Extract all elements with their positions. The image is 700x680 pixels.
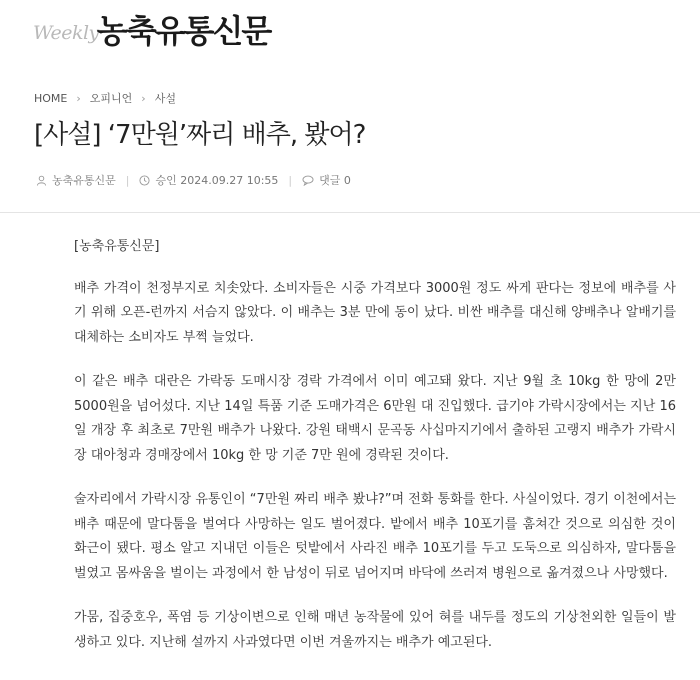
article-paragraph: 술자리에서 가락시장 유통인이 “7만원 짜리 배추 봤냐?”며 전화 통화를 한다. 사실이었다. 경기 이천에서는 배추 때문에 말다툼을 벌여다 사망하는 일도 벌어졌다. 밭에서 배추 10포기를 훔쳐간 것으로 의심한 것이 화근이 됐다. 평소 알고 지내던 이들은 텃밭에서 사라진 배추 10포기를 두고 도둑으로 의심하자, 말다툼을 벌였고 몸싸움을 벌이는 과정에서 한 남성이 뒤로 넘어지며 바닥에 쓰러져 병원으로 옮겨졌으나 사망했다.: [74, 492, 676, 581]
breadcrumb-section[interactable]: 오피니언: [89, 92, 133, 105]
logo-name: 농축유통신문: [96, 12, 271, 50]
article-byline: [농축유통신문]: [74, 239, 160, 254]
breadcrumb-home[interactable]: HOME: [34, 91, 68, 105]
article-paragraph: 가뭄, 집중호우, 폭염 등 기상이변으로 인해 매년 농작물에 있어 혀를 내두를 정도의 기상천외한 일들이 발생하고 있다. 지난해 설까지 사과였다면 이번 겨울까지는 배추가 예고된다.: [74, 610, 676, 650]
header-divider: [0, 212, 700, 213]
article-body: [74, 235, 676, 675]
meta-divider: |: [288, 173, 293, 187]
breadcrumb: [34, 90, 176, 106]
article-title: [사설] ‘7만원’짜리 배추, 봤어?: [34, 120, 366, 150]
breadcrumb-subsection[interactable]: 사설: [154, 92, 176, 105]
article-paragraph: 이 같은 배추 대란은 가락동 도매시장 경락 가격에서 이미 예고돼 왔다. 지난 9월 초 10kg 한 망에 2만 5000원을 넘어섰다. 지난 14일 특품 기준 도매가격은 6만원 대 진입했다. 급기야 가락시장에서는 지난 16일 개장 후 최초로 7만원 배추가 나왔다. 강원 태백시 문곡동 사십마지기에서 출하된 고랭지 배추가 가락시장 대아청과 경매장에서 10kg 한 망 기준 7만 원에 경락된 것이다.: [74, 374, 676, 463]
chevron-right-icon: ›: [141, 91, 146, 105]
user-icon: [36, 175, 47, 186]
author-name[interactable]: 농축유통신문: [52, 174, 116, 187]
meta-divider: |: [125, 173, 130, 187]
speech-bubble-icon: [302, 175, 314, 186]
clock-icon: [139, 175, 150, 186]
article-paragraph: 배추 가격이 천정부지로 치솟았다. 소비자들은 시중 가격보다 3000원 정도 싸게 판다는 정보에 배추를 사기 위해 오픈-런까지 서슴지 않았다. 이 배추는 3분 만에 동이 났다. 비싼 배추를 대신해 양배추나 알배기를 대체하는 소비자도 부쩍 늘었다.: [74, 280, 676, 345]
comment-count[interactable]: 댓글 0: [319, 174, 351, 187]
masthead[interactable]: [33, 6, 270, 50]
logo-weekly-text: Weekly: [33, 22, 99, 44]
article-meta: [36, 172, 351, 188]
chevron-right-icon: ›: [76, 91, 81, 105]
approved-date: 승인 2024.09.27 10:55: [155, 174, 279, 187]
